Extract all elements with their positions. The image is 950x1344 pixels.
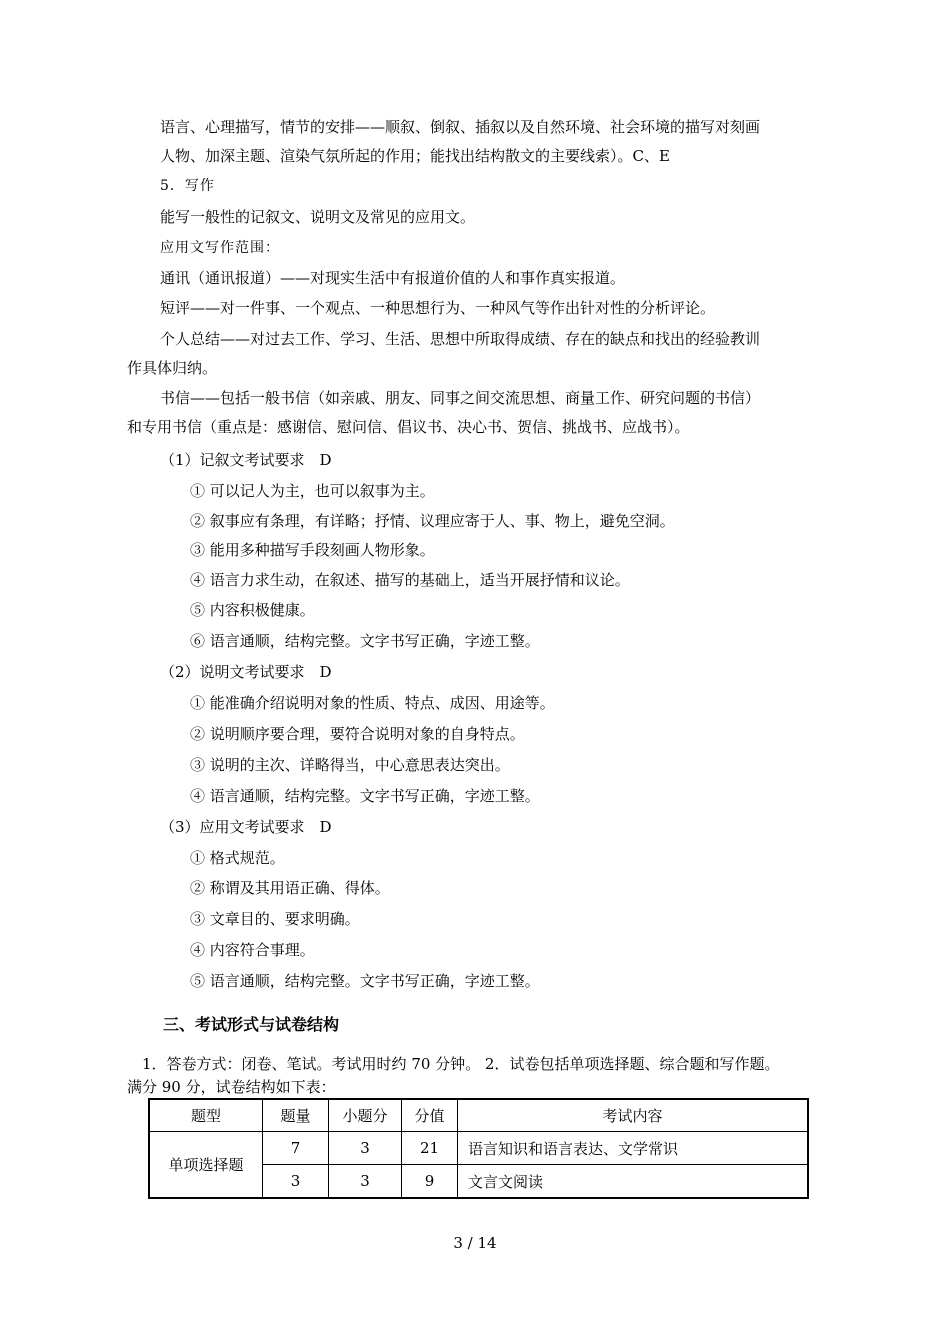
header-cell: 分值 — [402, 1099, 458, 1132]
body-line: 和专用书信（重点是：感谢信、慰问信、倡议书、决心书、贺信、挑战书、应战书）。 — [127, 418, 690, 436]
body-line: 短评——对一件事、一个观点、一种思想行为、一种风气等作出针对性的分析评论。 — [160, 299, 716, 317]
section-heading: 三、考试形式与试卷结构 — [163, 1015, 340, 1034]
list-item: ④ 语言力求生动，在叙述、描写的基础上，适当开展抒情和议论。 — [190, 571, 630, 589]
table-cell: 3 — [329, 1132, 402, 1165]
header-cell: 小题分 — [329, 1099, 402, 1132]
list-item: ④ 语言通顺，结构完整。文字书写正确，字迹工整。 — [190, 787, 540, 805]
intro-line: 1．答卷方式：闭卷、笔试。考试用时约 70 分钟。 2．试卷包括单项选择题、综合题和写作题。 — [142, 1055, 780, 1073]
table-header-row — [149, 1099, 808, 1132]
list-item: ⑤ 语言通顺，结构完整。文字书写正确，字迹工整。 — [190, 972, 540, 990]
body-line: 语言、心理描写，情节的安排——顺叙、倒叙、插叙以及自然环境、社会环境的描写对刻画 — [160, 118, 761, 136]
table-cell: 9 — [402, 1165, 458, 1199]
table-cell: 21 — [402, 1132, 458, 1165]
list-item: ⑥ 语言通顺，结构完整。文字书写正确，字迹工整。 — [190, 632, 540, 650]
group-label-cell: 单项选择题 — [149, 1132, 263, 1199]
body-line: 通讯（通讯报道）——对现实生活中有报道价值的人和事作真实报道。 — [160, 269, 626, 287]
list-item: ③ 文章目的、要求明确。 — [190, 910, 360, 928]
list-item: ① 可以记人为主，也可以叙事为主。 — [190, 482, 435, 500]
subsection-heading: （2）说明文考试要求 D — [160, 663, 332, 681]
page-number: 3 / 14 — [453, 1234, 497, 1252]
header-cell: 题量 — [263, 1099, 329, 1132]
table-cell: 文言文阅读 — [458, 1165, 809, 1199]
header-cell: 题型 — [149, 1099, 263, 1132]
section-5-label: 5．写作 — [160, 178, 215, 194]
list-item: ② 叙事应有条理，有详略；抒情、议理应寄于人、事、物上，避免空洞。 — [190, 512, 675, 530]
list-item: ④ 内容符合事理。 — [190, 941, 315, 959]
list-item: ② 称谓及其用语正确、得体。 — [190, 879, 390, 897]
body-line: 个人总结——对过去工作、学习、生活、思想中所取得成绩、存在的缺点和找出的经验教训 — [160, 330, 761, 348]
intro-line: 满分 90 分，试卷结构如下表： — [127, 1078, 336, 1096]
list-item: ③ 说明的主次、详略得当，中心意思表达突出。 — [190, 756, 510, 774]
subsection-heading: （1）记叙文考试要求 D — [160, 451, 332, 469]
list-item: ③ 能用多种描写手段刻画人物形象。 — [190, 541, 435, 559]
body-line: 能写一般性的记叙文、说明文及常见的应用文。 — [160, 208, 476, 226]
exam-structure-table — [148, 1098, 809, 1199]
subsection-heading: （3）应用文考试要求 D — [160, 818, 332, 836]
table-cell: 3 — [263, 1165, 329, 1199]
table-cell: 3 — [329, 1165, 402, 1199]
list-item: ⑤ 内容积极健康。 — [190, 601, 315, 619]
list-item: ① 能准确介绍说明对象的性质、特点、成因、用途等。 — [190, 694, 555, 712]
list-item: ② 说明顺序要合理，要符合说明对象的自身特点。 — [190, 725, 525, 743]
table-cell: 7 — [263, 1132, 329, 1165]
body-line: 应用文写作范围： — [160, 240, 280, 256]
list-item: ① 格式规范。 — [190, 849, 285, 867]
table-row — [149, 1132, 808, 1165]
table-cell: 语言知识和语言表达、文学常识 — [458, 1132, 809, 1165]
body-line: 作具体归纳。 — [127, 359, 218, 377]
header-cell: 考试内容 — [458, 1099, 809, 1132]
body-line: 人物、加深主题、渲染气氛所起的作用；能找出结构散文的主要线索）。C、E — [160, 147, 670, 165]
body-line: 书信——包括一般书信（如亲戚、朋友、同事之间交流思想、商量工作、研究问题的书信） — [160, 389, 761, 407]
